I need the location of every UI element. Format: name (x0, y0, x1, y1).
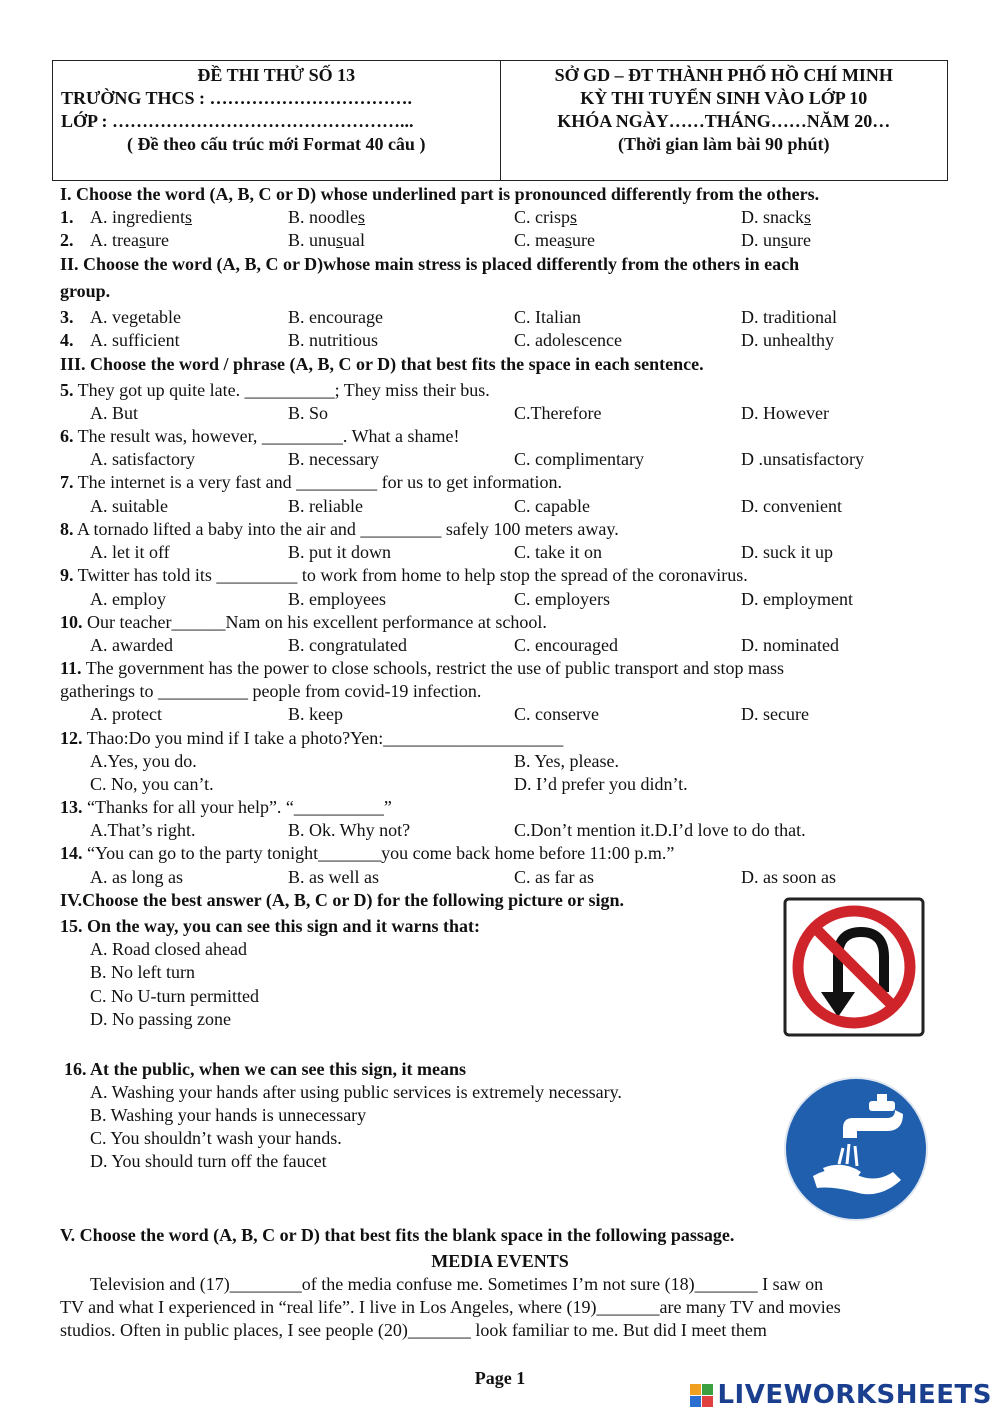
q11-option-c[interactable]: C. conserve (514, 704, 599, 724)
q6-option-d[interactable]: D .unsatisfactory (741, 449, 864, 469)
q9-option-a[interactable]: A. employ (90, 589, 166, 609)
q6-option-a[interactable]: A. satisfactory (90, 449, 195, 469)
q8-option-b[interactable]: B. put it down (288, 542, 392, 562)
q5-option-d[interactable]: D. However (741, 403, 829, 423)
q13-option-b[interactable]: B. Ok. Why not? (288, 820, 411, 840)
q14-option-c[interactable]: C. as far as (514, 867, 594, 887)
q16-stem: 16. At the public, when we can see this sign, it means (64, 1059, 467, 1079)
header-right (501, 61, 948, 180)
section-3-heading: III. Choose the word / phrase (A, B, C or D) that best fits the space in each sentence. (60, 354, 704, 374)
q2-option-b[interactable]: B. unusual (288, 230, 366, 250)
passage-line-3: studios. Often in public places, I see people (20)_______ look familiar to me. But did I meet them (60, 1320, 767, 1340)
exam-date: KHÓA NGÀY……THÁNG……NĂM 20… (557, 111, 891, 131)
q10-option-b[interactable]: B. congratulated (288, 635, 407, 655)
q9-option-c[interactable]: C. employers (514, 589, 610, 609)
q2-option-a[interactable]: A. treasure (90, 230, 169, 250)
q13-option-a[interactable]: A.That’s right. (90, 820, 196, 840)
q2-option-d[interactable]: D. unsure (741, 230, 811, 250)
q16-option-d[interactable]: D. You should turn off the faucet (90, 1151, 327, 1171)
q4-option-d[interactable]: D. unhealthy (741, 330, 834, 350)
q3-number: 3. (60, 307, 74, 327)
exam-title: ĐỀ THI THỬ SỐ 13 (197, 65, 356, 85)
q10-stem: 10. Our teacher______Nam on his excellent performance at school. (60, 612, 547, 632)
q7-option-c[interactable]: C. capable (514, 496, 590, 516)
q6-option-c[interactable]: C. complimentary (514, 449, 644, 469)
section-1-heading: I. Choose the word (A, B, C or D) whose underlined part is pronounced differently from the others. (60, 184, 820, 204)
q4-option-b[interactable]: B. nutritious (288, 330, 379, 350)
exam-header (52, 60, 948, 181)
q8-option-a[interactable]: A. let it off (90, 542, 170, 562)
no-u-turn-sign-icon (783, 897, 925, 1037)
q16-option-b[interactable]: B. Washing your hands is unnecessary (90, 1105, 367, 1125)
q15-option-c[interactable]: C. No U-turn permitted (90, 986, 259, 1006)
q7-option-b[interactable]: B. reliable (288, 496, 363, 516)
q5-option-c[interactable]: C.Therefore (514, 403, 602, 423)
exam-name: KỲ THI TUYỂN SINH VÀO LỚP 10 (580, 88, 868, 108)
q11-option-a[interactable]: A. protect (90, 704, 162, 724)
q9-option-d[interactable]: D. employment (741, 589, 853, 609)
department-name: SỞ GD – ĐT THÀNH PHỐ HỒ CHÍ MINH (554, 65, 893, 85)
q13-stem: 13. “Thanks for all your help”. “__________” (60, 797, 392, 817)
q15-option-a[interactable]: A. Road closed ahead (90, 939, 247, 959)
q5-option-a[interactable]: A. But (90, 403, 139, 423)
q9-stem: 9. Twitter has told its _________ to work from home to help stop the spread of the coronavirus. (60, 565, 748, 585)
q12-stem: 12. Thao:Do you mind if I take a photo?Yen:____________________ (60, 728, 564, 748)
q11-option-b[interactable]: B. keep (288, 704, 343, 724)
q1-option-c[interactable]: C. crisps (514, 207, 578, 227)
q12-option-a[interactable]: A.Yes, you do. (90, 751, 197, 771)
exam-duration: (Thời gian làm bài 90 phút) (617, 134, 830, 154)
q12-option-c[interactable]: C. No, you can’t. (90, 774, 214, 794)
q4-option-a[interactable]: A. sufficient (90, 330, 180, 350)
q15-stem: 15. On the way, you can see this sign and it warns that: (60, 916, 481, 936)
q14-stem: 14. “You can go to the party tonight_______you come back home before 11:00 p.m.” (60, 843, 675, 863)
q10-option-c[interactable]: C. encouraged (514, 635, 618, 655)
q5-stem: 5. They got up quite late. __________; They miss their bus. (60, 380, 490, 400)
section-2-heading-cont: group. (60, 281, 111, 301)
passage-line-1: Television and (17)________of the media confuse me. Sometimes I’m not sure (18)_______ I saw on (90, 1274, 824, 1294)
q2-option-c[interactable]: C. measure (514, 230, 595, 250)
q8-stem: 8. A tornado lifted a baby into the air and _________ safely 100 meters away. (60, 519, 619, 539)
q12-option-b[interactable]: B. Yes, please. (514, 751, 620, 771)
q3-option-c[interactable]: C. Italian (514, 307, 581, 327)
q11-stem-cont: gatherings to __________ people from covid-19 infection. (60, 681, 482, 701)
q10-option-a[interactable]: A. awarded (90, 635, 173, 655)
q7-stem: 7. The internet is a very fast and _________ for us to get information. (60, 472, 563, 492)
brand-name: LIVEWORKSHEETS (717, 1380, 992, 1410)
passage-title: MEDIA EVENTS (431, 1251, 569, 1271)
section-4-heading: IV.Choose the best answer (A, B, C or D) for the following picture or sign. (60, 890, 625, 910)
q4-number: 4. (60, 330, 74, 350)
liveworksheets-brand (690, 1380, 992, 1410)
page-number: Page 1 (474, 1368, 526, 1388)
q11-option-d[interactable]: D. secure (741, 704, 809, 724)
q3-option-a[interactable]: A. vegetable (90, 307, 181, 327)
q15-option-b[interactable]: B. No left turn (90, 962, 195, 982)
q6-stem: 6. The result was, however, _________. What a shame! (60, 426, 460, 446)
q1-option-a[interactable]: A. ingredients (90, 207, 192, 227)
q14-option-a[interactable]: A. as long as (90, 867, 183, 887)
passage-line-2: TV and what I experienced in “real life”. I live in Los Angeles, where (19)_______are many TV and movies (60, 1297, 841, 1317)
q1-number: 1. (60, 207, 74, 227)
q3-option-b[interactable]: B. encourage (288, 307, 383, 327)
section-2-heading: II. Choose the word (A, B, C or D)whose main stress is placed differently from the others in each (60, 254, 800, 274)
q7-option-d[interactable]: D. convenient (741, 496, 842, 516)
q3-option-d[interactable]: D. traditional (741, 307, 837, 327)
q7-option-a[interactable]: A. suitable (90, 496, 168, 516)
q16-option-a[interactable]: A. Washing your hands after using public services is extremely necessary. (90, 1082, 622, 1102)
q9-option-b[interactable]: B. employees (288, 589, 386, 609)
q1-option-d[interactable]: D. snacks (741, 207, 811, 227)
school-line: TRƯỜNG THCS : ……………………………. (61, 88, 413, 108)
wash-hands-sign-icon (783, 1076, 929, 1222)
header-left (53, 61, 501, 180)
q1-option-b[interactable]: B. noodles (288, 207, 366, 227)
liveworksheets-logo-icon (690, 1384, 713, 1407)
format-note: ( Đề theo cấu trúc mới Format 40 câu ) (127, 134, 426, 154)
q13-option-cd[interactable]: C.Don’t mention it.D.I’d love to do that. (514, 820, 806, 840)
q15-option-d[interactable]: D. No passing zone (90, 1009, 231, 1029)
q2-number: 2. (60, 230, 74, 250)
q10-option-d[interactable]: D. nominated (741, 635, 839, 655)
q8-option-d[interactable]: D. suck it up (741, 542, 833, 562)
q16-option-c[interactable]: C. You shouldn’t wash your hands. (90, 1128, 342, 1148)
q12-option-d[interactable]: D. I’d prefer you didn’t. (514, 774, 688, 794)
q6-option-b[interactable]: B. necessary (288, 449, 379, 469)
q11-stem: 11. The government has the power to close schools, restrict the use of public transport and stop mass (60, 658, 785, 678)
q4-option-c[interactable]: C. adolescence (514, 330, 622, 350)
q14-option-d[interactable]: D. as soon as (741, 867, 836, 887)
class-line: LỚP : …………………………………………... (61, 111, 414, 131)
q5-option-b[interactable]: B. So (288, 403, 329, 423)
section-5-heading: V. Choose the word (A, B, C or D) that best fits the blank space in the following passage. (60, 1225, 735, 1245)
q14-option-b[interactable]: B. as well as (288, 867, 379, 887)
q8-option-c[interactable]: C. take it on (514, 542, 602, 562)
